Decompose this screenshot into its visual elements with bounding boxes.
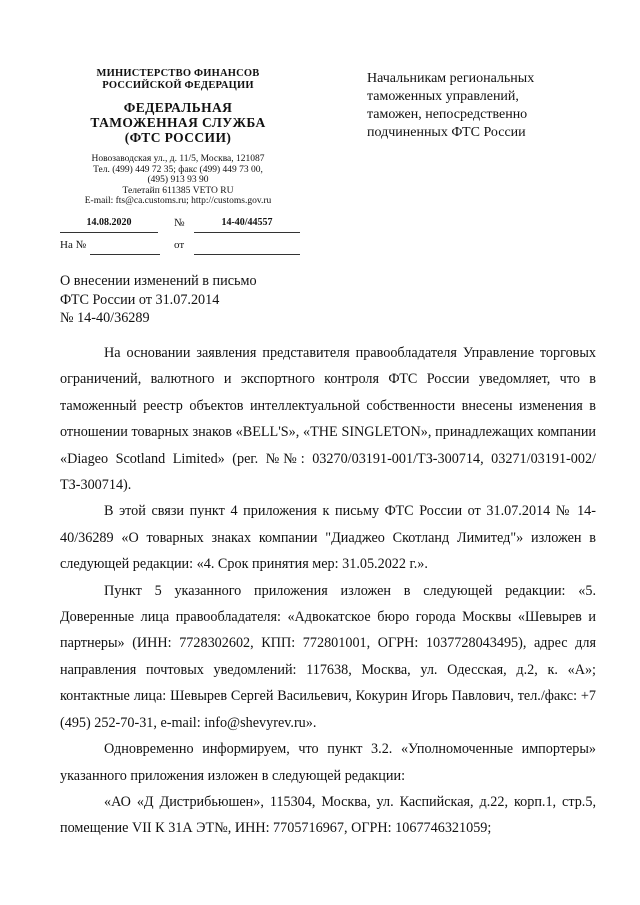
letter-body	[60, 340, 596, 842]
body-paragraph-5: «АО «Д Дистрибьюшен», 115304, Москва, ул. Каспийская, д.22, корп.1, стр.5, помещение VII К 31А ЭТ№, ИНН: 7705716967, ОГРН: 1067746321059;	[60, 793, 596, 837]
letter-subject	[60, 272, 320, 328]
subject-line-2: ФТС России от 31.07.2014	[60, 291, 220, 308]
body-paragraph-2: В этой связи пункт 4 приложения к письму ФТС России от 31.07.2014 № 14-40/36289 «О товарных знаках компании "Диаджео Скотланд Лимитед"» изложен в следующей редакции: «4. Срок принятия мер: 31.05.2022 г.».	[60, 503, 596, 573]
service-name	[52, 100, 304, 145]
sender-email: E-mail: fts@ca.customs.ru; http://customs.gov.ru	[84, 196, 272, 206]
ministry-line-1: МИНИСТЕРСТВО ФИНАНСОВ	[96, 68, 260, 79]
service-line-1: ФЕДЕРАЛЬНАЯ	[123, 100, 233, 115]
subject-line-1: О внесении изменений в письмо	[60, 273, 257, 289]
from-label: от	[174, 239, 185, 251]
reference-label: На №	[60, 239, 87, 251]
number-sign: №	[174, 217, 185, 229]
registration-number: 14-40/44557	[194, 217, 300, 233]
service-line-2: ТАМОЖЕННАЯ СЛУЖБА	[90, 115, 266, 130]
body-paragraph-3: Пункт 5 указанного приложения изложен в следующей редакции: «5. Доверенные лица правообладателя: «Адвокатское бюро города Москвы «Шевырев и партнеры» (ИНН: 7728302602, КПП: 772801001, ОГРН: 1037728043495), адрес для направления почтовых уведомлений: 117638, Москва, ул. Одесская, д.2, к. «А»; контактные лица: Шевырев Сергей Васильевич, Кокурин Игорь Павлович, тел./факс: +7 (495) 252-70-31, e-mail: info@shevyrev.ru».	[60, 582, 596, 731]
subject-line-3: № 14-40/36289	[60, 310, 150, 326]
addressee-line-2: таможенных управлений,	[367, 89, 519, 104]
sender-teletype: Телетайп 611385 VETO RU	[122, 185, 234, 196]
sender-contacts	[52, 154, 304, 207]
reference-number-field	[90, 239, 160, 255]
addressee-line-4: подчиненных ФТС России	[367, 125, 526, 140]
addressee-line-3: таможен, непосредственно	[367, 107, 528, 122]
service-line-3: (ФТС РОССИИ)	[124, 130, 232, 145]
ministry-line-2: РОССИЙСКОЙ ФЕДЕРАЦИИ	[102, 80, 254, 91]
registration-line	[60, 217, 300, 235]
body-paragraph-1: На основании заявления представителя правообладателя Управление торговых ограничений, валютного и экспортного контроля ФТС России уведомляет, что в таможенный реестр объектов интеллектуальной собственности внесены изменения в отношении товарных знаков «BELL'S», «THE SINGLETON», принадлежащих компании «Diageo Scotland Limited» (рег. №№: 03270/03191-001/ТЗ-300714, 03271/03191-002/ТЗ-300714).	[60, 345, 596, 494]
sender-phone: Тел. (499) 449 72 35; факс (499) 449 73 00,	[93, 164, 263, 175]
sender-header	[52, 68, 304, 207]
reference-line	[60, 239, 300, 257]
reference-date-field	[194, 239, 300, 255]
sender-address: Новозаводская ул., д. 11/5, Москва, 121087	[91, 154, 265, 164]
ministry-name	[52, 68, 304, 92]
registration-date: 14.08.2020	[60, 217, 158, 233]
body-paragraph-4: Одновременно информируем, что пункт 3.2. «Уполномоченные импортеры» указанного приложения изложен в следующей редакции:	[60, 741, 596, 784]
sender-phone-2: (495) 913 93 90	[147, 175, 209, 185]
addressee-line-1: Начальникам региональных	[367, 71, 535, 86]
addressee	[367, 70, 597, 142]
